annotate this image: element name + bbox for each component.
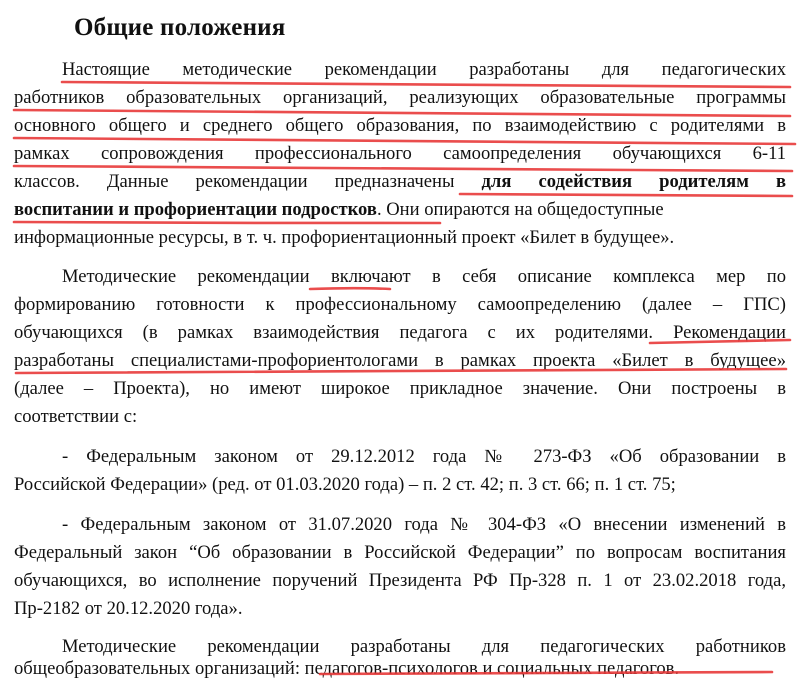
p2-line-4: разработаны специалистами-профориентологами в рамках проекта «Билет в будущее» bbox=[14, 350, 786, 371]
p1-line-5 bbox=[14, 168, 786, 196]
p1-line-4: рамках сопровождения профессионального самоопределения обучающихся 6-11 bbox=[14, 143, 786, 164]
p2-line-3: обучающихся (в рамках взаимодействия педагога с их родителями. Рекомендации bbox=[14, 322, 786, 343]
p2-line-6: соответствии с: bbox=[14, 406, 138, 427]
p1-line-2: работников образовательных организаций, реализующих образовательные программы bbox=[14, 87, 786, 108]
p1-line-6-text: . Они опираются на общедоступные bbox=[376, 199, 664, 220]
p4-line-1: - Федеральным законом от 31.07.2020 года № 304-ФЗ «О внесении изменений в bbox=[62, 514, 786, 535]
p4-line-4: Пр-2182 от 20.12.2020 года». bbox=[14, 598, 243, 619]
p4-line-2: Федеральный закон “Об образовании в Российской Федерации” по вопросам воспитания bbox=[14, 542, 786, 563]
p1-line-3: основного общего и среднего общего образования, по взаимодействию с родителями в bbox=[14, 115, 786, 136]
p1-line-1: Настоящие методические рекомендации разработаны для педагогических bbox=[62, 59, 786, 80]
p4-line-3: обучающихся, во исполнение поручений Президента РФ Пр-328 п. 1 от 23.02.2018 года, bbox=[14, 570, 786, 591]
p1-line-6 bbox=[14, 196, 786, 224]
p3-line-1: - Федеральным законом от 29.12.2012 года № 273-ФЗ «Об образовании в bbox=[62, 446, 786, 467]
p2-line-1: Методические рекомендации включают в себя описание комплекса мер по bbox=[62, 266, 786, 287]
p5-line-1: Методические рекомендации разработаны для педагогических работников bbox=[62, 636, 786, 657]
p1-line-5-text: классов. Данные рекомендации предназначены bbox=[14, 171, 482, 192]
p1-line-6-bold: воспитании и профориентации подростков bbox=[14, 199, 377, 220]
p1-line-5-bold: для содействия родителям в bbox=[481, 171, 787, 192]
p2-line-2: формированию готовности к профессиональному самоопределению (далее – ГПС) bbox=[14, 294, 786, 315]
section-heading: Общие положения bbox=[74, 14, 286, 41]
p5-line-2: общеобразовательных организаций: педагогов-психологов и социальных педагогов. bbox=[14, 658, 680, 679]
p2-line-5: (далее – Проекта), но имеют широкое прикладное значение. Они построены в bbox=[14, 378, 786, 399]
p3-line-2: Российской Федерации» (ред. от 01.03.2020 года) – п. 2 ст. 42; п. 3 ст. 66; п. 1 ст. 75; bbox=[14, 474, 676, 495]
p1-line-7: информационные ресурсы, в т. ч. профориентационный проект «Билет в будущее». bbox=[14, 227, 675, 248]
